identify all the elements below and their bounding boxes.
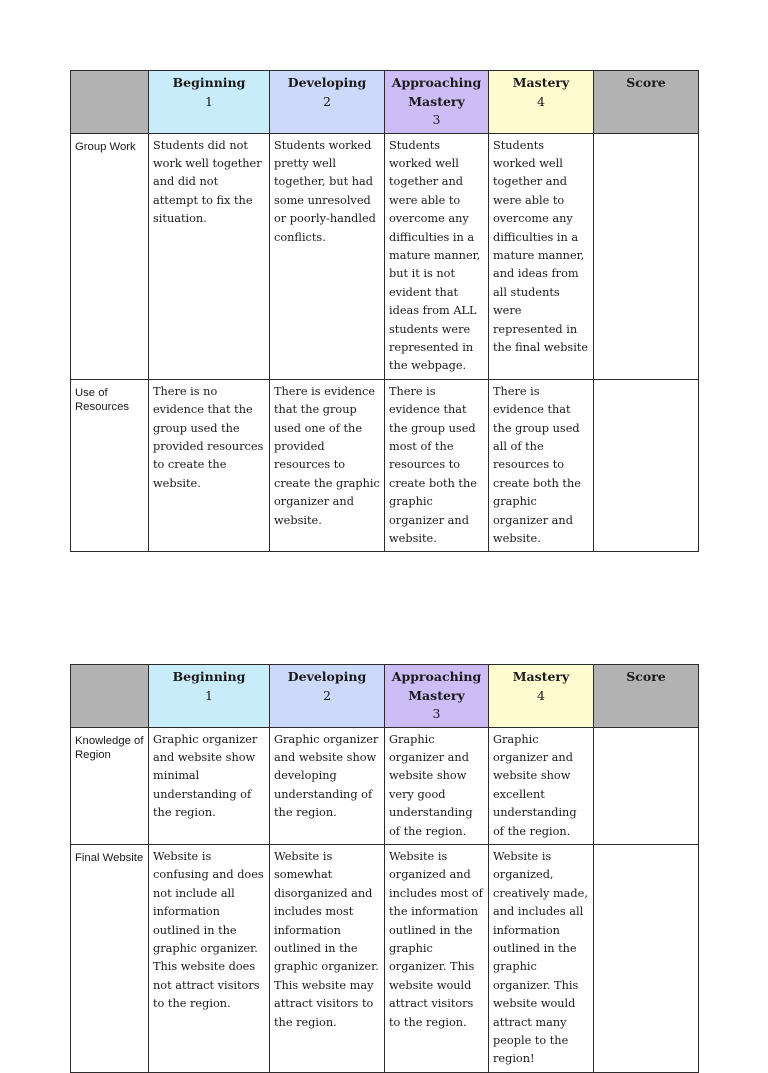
developing-header bbox=[270, 665, 385, 728]
level-label: Developing bbox=[287, 669, 367, 684]
level-points: 3 bbox=[432, 112, 441, 127]
criterion-header bbox=[71, 665, 149, 728]
criterion-header bbox=[71, 71, 149, 134]
criterion-cell: Group Work bbox=[71, 133, 149, 379]
level-label: Approaching Mastery bbox=[391, 669, 482, 703]
level-label: Approaching Mastery bbox=[391, 75, 482, 109]
score-cell[interactable] bbox=[594, 379, 699, 552]
mastery-cell: There is evidence that the group used all of the resources to create both the graphic organizer and website. bbox=[489, 379, 594, 552]
level-label: Beginning bbox=[172, 75, 246, 90]
level-points: 2 bbox=[323, 687, 331, 703]
mastery-cell: Students worked well together and were able to overcome any difficulties in a mature manner, and ideas from all students were represented in the final website bbox=[489, 133, 594, 379]
header-row bbox=[71, 71, 699, 134]
level-points: 1 bbox=[205, 93, 213, 109]
table-row bbox=[71, 727, 699, 844]
score-header: Score bbox=[594, 665, 699, 728]
score-cell[interactable] bbox=[594, 844, 699, 1072]
score-cell[interactable] bbox=[594, 727, 699, 844]
level-points: 2 bbox=[323, 93, 331, 109]
developing-cell: There is evidence that the group used one of the provided resources to create the graphic organizer and website. bbox=[270, 379, 385, 552]
developing-cell: Students worked pretty well together, but had some unresolved or poorly-handled conflicts. bbox=[270, 133, 385, 379]
beginning-header bbox=[149, 665, 270, 728]
table-row bbox=[71, 844, 699, 1072]
approaching-cell: There is evidence that the group used most of the resources to create both the graphic organizer and website. bbox=[385, 379, 489, 552]
mastery-cell: Graphic organizer and website show excellent understanding of the region. bbox=[489, 727, 594, 844]
table-row bbox=[71, 379, 699, 552]
level-points: 4 bbox=[537, 687, 545, 703]
beginning-cell: Website is confusing and does not include all information outlined in the graphic organizer. This website does not attract visitors to the region. bbox=[149, 844, 270, 1072]
level-points: 1 bbox=[205, 687, 213, 703]
level-points: 3 bbox=[432, 706, 441, 721]
beginning-cell: There is no evidence that the group used the provided resources to create the website. bbox=[149, 379, 270, 552]
mastery-header bbox=[489, 71, 594, 134]
beginning-header bbox=[149, 71, 270, 134]
level-label: Mastery bbox=[512, 669, 570, 684]
approaching-header bbox=[385, 71, 489, 134]
criterion-cell: Final Website bbox=[71, 844, 149, 1072]
score-header: Score bbox=[594, 71, 699, 134]
approaching-cell: Students worked well together and were able to overcome any difficulties in a mature manner, but it is not evident that ideas from ALL students were represented in the webpage. bbox=[385, 133, 489, 379]
mastery-cell: Website is organized, creatively made, and includes all information outlined in the graphic organizer. This website would attract many people to the region! bbox=[489, 844, 594, 1072]
developing-cell: Website is somewhat disorganized and includes most information outlined in the graphic organizer. This website may attract visitors to the region. bbox=[270, 844, 385, 1072]
header-row bbox=[71, 665, 699, 728]
criterion-cell: Knowledge of Region bbox=[71, 727, 149, 844]
level-label: Developing bbox=[287, 75, 367, 90]
level-label: Beginning bbox=[172, 669, 246, 684]
mastery-header bbox=[489, 665, 594, 728]
developing-header bbox=[270, 71, 385, 134]
beginning-cell: Graphic organizer and website show minimal understanding of the region. bbox=[149, 727, 270, 844]
beginning-cell: Students did not work well together and did not attempt to fix the situation. bbox=[149, 133, 270, 379]
approaching-header bbox=[385, 665, 489, 728]
criterion-cell: Use of Resources bbox=[71, 379, 149, 552]
developing-cell: Graphic organizer and website show developing understanding of the region. bbox=[270, 727, 385, 844]
approaching-cell: Graphic organizer and website show very good understanding of the region. bbox=[385, 727, 489, 844]
rubric-table-1 bbox=[70, 70, 699, 552]
rubric-table-2 bbox=[70, 664, 699, 1073]
level-points: 4 bbox=[537, 93, 545, 109]
approaching-cell: Website is organized and includes most of the information outlined in the graphic organizer. This website would attract visitors to the region. bbox=[385, 844, 489, 1072]
level-label: Mastery bbox=[512, 75, 570, 90]
table-row bbox=[71, 133, 699, 379]
score-cell[interactable] bbox=[594, 133, 699, 379]
